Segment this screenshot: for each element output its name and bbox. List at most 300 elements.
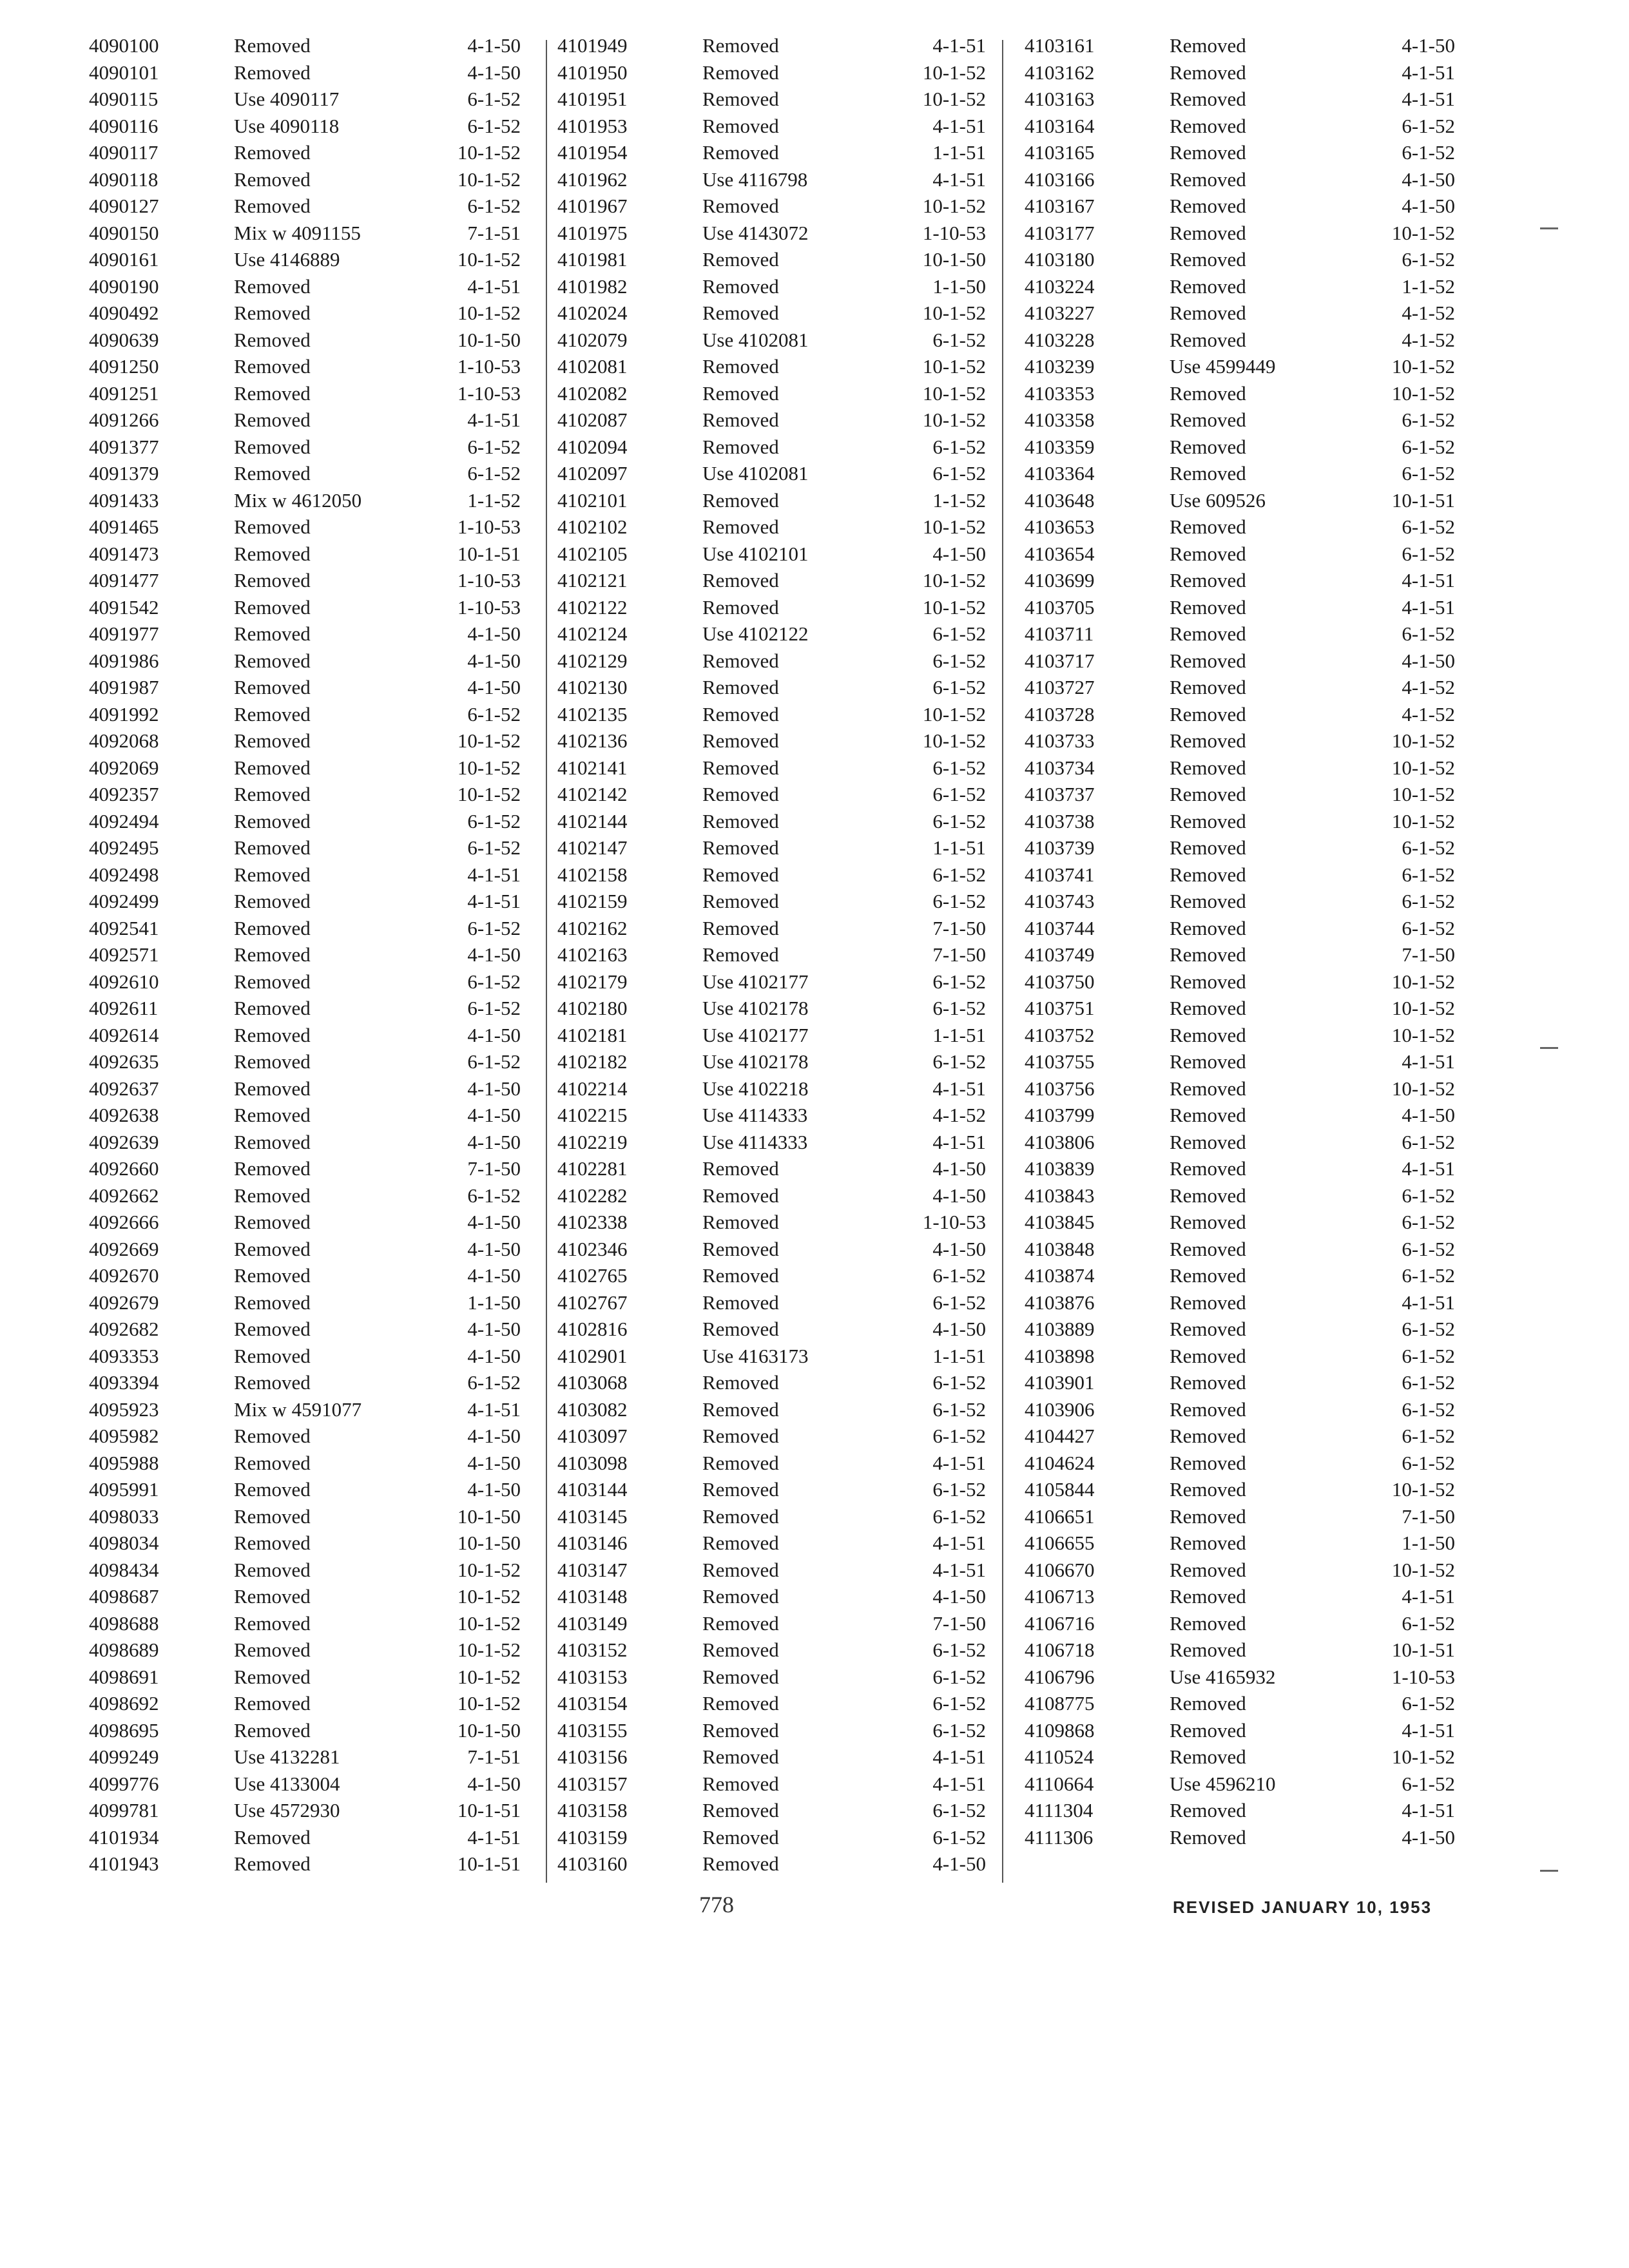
part-number: 4101954 [557,141,628,164]
status-text: Removed [234,1692,311,1715]
table-row [557,514,986,541]
part-number: 4102282 [557,1184,628,1207]
table-row [89,1129,521,1156]
part-number: 4101943 [89,1852,159,1875]
effective-date: 10-1-52 [1391,756,1455,779]
status-text: Removed [234,970,311,993]
column-divider [546,40,547,1883]
status-text: Removed [1170,34,1246,57]
status-text: Removed [1170,195,1246,217]
parts-column-3 [1025,32,1455,1850]
status-text: Removed [234,328,311,351]
effective-date: 4-1-52 [1402,302,1455,324]
status-text: Removed [1170,1398,1246,1421]
margin-mark [1540,1870,1558,1872]
status-text: Removed [1170,1157,1246,1180]
status-text: Removed [702,248,779,271]
effective-date: 6-1-52 [932,809,986,832]
effective-date: 6-1-52 [1402,1398,1455,1421]
effective-date: 4-1-51 [932,168,986,191]
effective-date: 6-1-52 [932,1692,986,1715]
effective-date: 10-1-52 [922,61,986,84]
status-text: Removed [702,863,779,886]
part-number: 4101951 [557,88,628,110]
table-row [1025,1182,1455,1209]
table-row [557,86,986,113]
status-text: Removed [1170,595,1246,619]
effective-date: 4-1-51 [467,274,521,298]
part-number: 4091433 [89,488,159,512]
table-row [1025,754,1455,782]
effective-date: 4-1-51 [467,1825,521,1849]
effective-date: 6-1-52 [932,970,986,993]
status-text: Removed [234,515,311,538]
effective-date: 10-1-52 [457,1639,521,1661]
part-number: 4103359 [1025,435,1095,458]
effective-date: 4-1-50 [467,1425,521,1447]
effective-date: 1-10-53 [457,515,521,538]
table-row [557,594,986,621]
table-row [1025,1209,1455,1236]
table-row [89,1637,521,1664]
part-number: 4103161 [1025,34,1095,57]
effective-date: 4-1-51 [1402,569,1455,591]
effective-date: 7-1-50 [932,1611,986,1635]
part-number: 4103717 [1025,649,1095,672]
part-number: 4090150 [89,221,159,244]
part-number: 4092611 [89,997,159,1019]
status-text: Removed [234,1050,311,1073]
part-number: 4102130 [557,676,628,698]
status-text: Removed [1170,1639,1246,1661]
part-number: 4103068 [557,1371,628,1394]
table-row [557,754,986,782]
table-row [89,1316,521,1343]
effective-date: 10-1-52 [457,1585,521,1608]
effective-date: 6-1-52 [467,195,521,217]
part-number: 4090115 [89,88,159,110]
status-text: Removed [1170,1585,1246,1608]
part-number: 4103082 [557,1398,628,1421]
effective-date: 10-1-52 [457,302,521,324]
effective-date: 4-1-50 [467,1264,521,1287]
table-row [1025,220,1455,247]
effective-date: 4-1-51 [1402,1157,1455,1180]
part-number: 4103167 [1025,195,1095,217]
status-text: Use 4102122 [702,622,809,645]
effective-date: 4-1-50 [467,1104,521,1126]
status-text: Removed [234,756,311,779]
status-text: Removed [702,88,779,110]
effective-date: 4-1-50 [467,676,521,698]
part-number: 4102141 [557,756,628,779]
part-number: 4103148 [557,1585,628,1608]
status-text: Removed [702,809,779,832]
status-text: Removed [1170,783,1246,805]
table-row [1025,1610,1455,1637]
table-row [1025,353,1455,380]
table-row [1025,246,1455,273]
part-number: 4102024 [557,302,628,324]
table-row [89,915,521,942]
part-number: 4103364 [1025,462,1095,485]
status-text: Removed [1170,836,1246,859]
part-number: 4102159 [557,890,628,912]
part-number: 4099781 [89,1799,159,1821]
status-text: Use 4102177 [702,970,809,993]
status-text: Removed [1170,1050,1246,1073]
part-number: 4101975 [557,221,628,244]
table-row [89,1771,521,1798]
table-row [1025,888,1455,915]
part-number: 4103737 [1025,783,1095,805]
part-number: 4101962 [557,168,628,191]
part-number: 4103874 [1025,1264,1095,1287]
effective-date: 4-1-51 [932,1130,986,1153]
table-row [557,1503,986,1530]
table-row [1025,1022,1455,1049]
status-text: Removed [234,729,311,752]
status-text: Removed [234,1104,311,1126]
table-row [89,861,521,889]
part-number: 4102162 [557,916,628,939]
status-text: Removed [702,702,779,726]
table-row [557,1075,986,1102]
effective-date: 1-10-53 [457,569,521,591]
effective-date: 6-1-52 [1402,435,1455,458]
status-text: Removed [234,435,311,458]
effective-date: 4-1-52 [932,1104,986,1126]
table-row [557,113,986,140]
effective-date: 10-1-52 [922,381,986,405]
status-text: Removed [234,1425,311,1447]
status-text: Removed [1170,381,1246,405]
part-number: 4103144 [557,1478,628,1501]
status-text: Removed [1170,1184,1246,1207]
effective-date: 10-1-52 [457,783,521,805]
effective-date: 6-1-52 [1402,1344,1455,1367]
part-number: 4103848 [1025,1237,1095,1260]
table-row [1025,1343,1455,1370]
part-number: 4098695 [89,1718,159,1742]
effective-date: 1-1-50 [467,1291,521,1314]
table-row [557,1236,986,1263]
effective-date: 4-1-51 [932,1451,986,1474]
effective-date: 4-1-52 [1402,676,1455,698]
parts-column-1 [89,32,521,1878]
table-row [89,220,521,247]
status-text: Removed [702,141,779,164]
table-row [557,1289,986,1316]
status-text: Removed [702,729,779,752]
effective-date: 6-1-52 [932,997,986,1019]
effective-date: 10-1-52 [1391,809,1455,832]
table-row [89,1155,521,1182]
effective-date: 4-1-50 [467,1772,521,1795]
table-row [557,487,986,514]
part-number: 4103160 [557,1852,628,1875]
effective-date: 10-1-52 [922,355,986,378]
effective-date: 6-1-52 [932,1050,986,1073]
effective-date: 10-1-52 [1391,729,1455,752]
effective-date: 10-1-52 [1391,355,1455,378]
part-number: 4102079 [557,328,628,351]
status-text: Use 609526 [1170,488,1266,512]
effective-date: 4-1-50 [467,1130,521,1153]
table-row [89,1690,521,1717]
part-number: 4102215 [557,1104,628,1126]
table-row [89,273,521,300]
part-number: 4106670 [1025,1558,1095,1581]
effective-date: 10-1-52 [457,168,521,191]
table-row [89,888,521,915]
table-row [1025,300,1455,327]
status-text: Removed [234,1264,311,1287]
table-row [557,1637,986,1664]
effective-date: 6-1-52 [932,1371,986,1394]
part-number: 4102121 [557,569,628,591]
effective-date: 10-1-52 [1391,1745,1455,1768]
status-text: Removed [234,1184,311,1207]
table-row [1025,1289,1455,1316]
status-text: Removed [234,1211,311,1233]
table-row [89,1262,521,1289]
status-text: Removed [702,1318,779,1340]
part-number: 4099776 [89,1772,159,1795]
status-text: Removed [1170,997,1246,1019]
part-number: 4102129 [557,649,628,672]
part-number: 4103227 [1025,302,1095,324]
part-number: 4103157 [557,1772,628,1795]
effective-date: 6-1-52 [1402,1318,1455,1340]
table-row [1025,380,1455,407]
table-row [1025,59,1455,86]
table-row [1025,1262,1455,1289]
part-number: 4103654 [1025,542,1095,565]
effective-date: 6-1-52 [932,783,986,805]
status-text: Removed [1170,88,1246,110]
table-row [1025,1369,1455,1396]
part-number: 4103224 [1025,274,1095,298]
status-text: Removed [234,1318,311,1340]
effective-date: 4-1-50 [932,1157,986,1180]
effective-date: 6-1-52 [932,863,986,886]
table-row [89,86,521,113]
effective-date: 6-1-52 [932,622,986,645]
table-row [557,1155,986,1182]
effective-date: 10-1-50 [457,1718,521,1742]
table-row [1025,327,1455,354]
effective-date: 6-1-52 [1402,1211,1455,1233]
effective-date: 4-1-51 [1402,1050,1455,1073]
effective-date: 6-1-52 [1402,1130,1455,1153]
effective-date: 10-1-51 [457,1852,521,1875]
status-text: Removed [234,809,311,832]
effective-date: 6-1-52 [932,1504,986,1528]
status-text: Mix w 4612050 [234,488,362,512]
part-number: 4103755 [1025,1050,1095,1073]
table-row [89,514,521,541]
status-text: Removed [702,355,779,378]
status-text: Removed [702,836,779,859]
status-text: Removed [702,1665,779,1688]
effective-date: 6-1-52 [932,756,986,779]
part-number: 4092069 [89,756,159,779]
effective-date: 4-1-50 [1402,1104,1455,1126]
status-text: Removed [1170,622,1246,645]
effective-date: 6-1-52 [1402,462,1455,485]
part-number: 4104624 [1025,1451,1095,1474]
part-number: 4106651 [1025,1504,1095,1528]
table-row [557,353,986,380]
part-number: 4092637 [89,1077,159,1100]
part-number: 4092682 [89,1318,159,1340]
status-text: Removed [234,1023,311,1046]
status-text: Removed [1170,1344,1246,1367]
table-row [89,541,521,568]
table-row [557,1771,986,1798]
part-number: 4103152 [557,1639,628,1661]
effective-date: 10-1-52 [1391,381,1455,405]
part-number: 4106716 [1025,1611,1095,1635]
status-text: Removed [702,1425,779,1447]
status-text: Removed [702,1799,779,1821]
effective-date: 4-1-51 [932,114,986,137]
status-text: Use 4102178 [702,997,809,1019]
effective-date: 4-1-50 [467,1023,521,1046]
effective-date: 6-1-52 [1402,1237,1455,1260]
part-number: 4103653 [1025,515,1095,538]
part-number: 4103153 [557,1665,628,1688]
effective-date: 6-1-52 [932,649,986,672]
effective-date: 6-1-52 [467,809,521,832]
status-text: Removed [702,34,779,57]
status-text: Removed [234,302,311,324]
part-number: 4102135 [557,702,628,726]
effective-date: 4-1-50 [932,542,986,565]
part-number: 4090116 [89,114,159,137]
status-text: Removed [234,1532,311,1554]
status-text: Removed [1170,1504,1246,1528]
table-row [557,1102,986,1129]
status-text: Removed [702,1237,779,1260]
effective-date: 6-1-52 [932,328,986,351]
effective-date: 4-1-51 [932,1558,986,1581]
table-row [89,1423,521,1450]
table-row [557,1316,986,1343]
status-text: Removed [702,408,779,431]
table-row [89,1476,521,1503]
table-row [1025,1744,1455,1771]
page-number: 778 [699,1892,734,1917]
status-text: Use 4165932 [1170,1665,1276,1688]
status-text: Removed [1170,916,1246,939]
status-text: Removed [702,783,779,805]
status-text: Removed [1170,435,1246,458]
effective-date: 4-1-50 [467,1344,521,1367]
status-text: Use 4116798 [702,168,808,191]
part-number: 4102901 [557,1344,628,1367]
status-text: Removed [702,1585,779,1608]
effective-date: 10-1-52 [922,88,986,110]
part-number: 4103147 [557,1558,628,1581]
effective-date: 4-1-50 [467,1478,521,1501]
table-row [557,1850,986,1878]
table-row [1025,1423,1455,1450]
part-number: 4111306 [1025,1825,1094,1849]
effective-date: 4-1-50 [467,649,521,672]
part-number: 4102122 [557,595,628,619]
effective-date: 4-1-50 [467,1237,521,1260]
part-number: 4090101 [89,61,159,84]
part-number: 4090117 [89,141,159,164]
part-number: 4103839 [1025,1157,1095,1180]
effective-date: 1-1-50 [932,274,986,298]
status-text: Removed [702,1157,779,1180]
part-number: 4103156 [557,1745,628,1768]
table-row [557,1423,986,1450]
table-row [1025,1690,1455,1717]
part-number: 4090118 [89,168,159,191]
effective-date: 10-1-50 [457,328,521,351]
table-row [557,701,986,728]
table-row [1025,674,1455,701]
table-row [1025,1476,1455,1503]
effective-date: 1-1-52 [932,488,986,512]
table-row [1025,1637,1455,1664]
table-row [557,1476,986,1503]
status-text: Removed [1170,809,1246,832]
status-text: Removed [1170,1425,1246,1447]
status-text: Removed [234,462,311,485]
part-number: 4103164 [1025,114,1095,137]
table-row [89,1075,521,1102]
table-row [557,166,986,193]
effective-date: 10-1-52 [457,1558,521,1581]
part-number: 4101949 [557,34,628,57]
effective-date: 4-1-51 [932,1772,986,1795]
part-number: 4102082 [557,381,628,405]
part-number: 4092357 [89,783,159,805]
table-row [1025,86,1455,113]
status-text: Removed [702,649,779,672]
status-text: Removed [1170,114,1246,137]
part-number: 4103228 [1025,328,1095,351]
part-number: 4101953 [557,114,628,137]
part-number: 4102124 [557,622,628,645]
effective-date: 4-1-50 [1402,195,1455,217]
effective-date: 10-1-52 [922,702,986,726]
status-text: Removed [702,1718,779,1742]
effective-date: 6-1-52 [467,1050,521,1073]
part-number: 4090161 [89,248,159,271]
part-number: 4102147 [557,836,628,859]
part-number: 4098034 [89,1532,159,1554]
status-text: Removed [1170,168,1246,191]
table-row [89,327,521,354]
status-text: Use 4090117 [234,88,340,110]
table-row [557,1396,986,1423]
status-text: Removed [1170,1451,1246,1474]
effective-date: 6-1-52 [1402,890,1455,912]
status-text: Removed [702,943,779,966]
part-number: 4091542 [89,595,159,619]
part-number: 4091266 [89,408,159,431]
effective-date: 4-1-50 [932,1852,986,1875]
effective-date: 10-1-52 [457,756,521,779]
part-number: 4108775 [1025,1692,1095,1715]
status-text: Removed [234,997,311,1019]
